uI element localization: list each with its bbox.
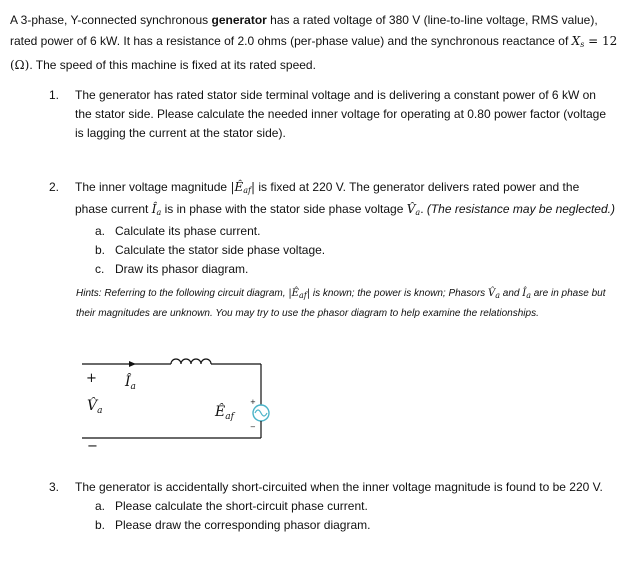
inductor-icon — [171, 359, 211, 364]
question-1-number: 1. — [49, 88, 60, 102]
question-1-text: The generator has rated stator side terminal voltage and is delivering a constant power of 6 kW on the stator side. Please calculate the needed inner voltage for operating at 0.80 power factor (voltage is lagging the current at the stator side). — [75, 88, 606, 140]
hints-text-b: is known; the power is known; Phasors — [310, 288, 488, 299]
q3-subpart-b — [95, 516, 615, 535]
q2-subpart-c — [95, 260, 615, 279]
terminal-minus: − — [87, 439, 98, 452]
q3-subpart-letter: a. — [95, 499, 106, 513]
terminal-plus: + — [86, 371, 97, 386]
circuit-eaf-symbol: Ê — [215, 404, 226, 420]
q2-subpart-text: Calculate its phase current. — [115, 224, 261, 238]
q3-subpart-a — [95, 497, 615, 516]
hints-eaf-symbol: |Ê — [288, 288, 299, 299]
source-plus: + — [250, 398, 256, 406]
q3-subpart-text: Please calculate the short-circuit phase current. — [115, 499, 368, 513]
question-2-number: 2. — [49, 180, 60, 194]
q3-subpart-letter: b. — [95, 518, 106, 532]
hints-eaf-subscript: af — [298, 291, 307, 300]
hints-paragraph — [76, 285, 614, 323]
hints-text-a: Hints: Referring to the following circuit diagram, — [76, 288, 289, 299]
xs-value: = 12 (Ω) — [10, 34, 618, 72]
circuit-ia-subscript: a — [130, 382, 136, 392]
hints-va-subscript: a — [495, 291, 500, 300]
circuit-va-subscript: a — [97, 406, 103, 416]
hints-text-d: are in phase but their magnitudes are unknown. You may try to use the phasor diagram to help examine the relationships. — [76, 288, 606, 319]
question-2 — [49, 178, 615, 279]
problem-intro — [10, 10, 622, 76]
question-2-text — [75, 178, 615, 222]
question-2-subparts — [95, 222, 615, 279]
q2-subpart-a — [95, 222, 615, 241]
hints-eaf-close: | — [306, 288, 311, 299]
circuit-ia-label — [124, 372, 136, 392]
q2-text-c: is in phase with the stator side phase voltage — [161, 202, 407, 216]
xs-symbol: X — [571, 34, 581, 48]
q2-ia-symbol: Î — [151, 202, 157, 216]
q2-eaf-subscript: af — [243, 186, 251, 195]
q2-subpart-letter: c. — [95, 262, 105, 276]
circuit-va-symbol: V̂ — [87, 398, 98, 414]
q2-text-d: . — [420, 202, 427, 216]
q2-eaf-symbol: |Ê — [230, 180, 244, 194]
q2-eaf-close: | — [250, 180, 256, 194]
circuit-eaf-label — [214, 402, 236, 422]
q2-subpart-b — [95, 241, 615, 260]
source-minus: − — [250, 423, 256, 431]
q2-subpart-text: Calculate the stator side phase voltage. — [115, 243, 326, 257]
q2-subpart-letter: a. — [95, 224, 106, 238]
q2-va-subscript: a — [415, 208, 421, 217]
hints-va-symbol: V̂ — [487, 288, 496, 299]
q3-subpart-text: Please draw the corresponding phasor diagram. — [115, 518, 371, 532]
intro-text-3: . The speed of this machine is fixed at its rated speed. — [29, 58, 316, 72]
q2-subpart-text: Draw its phasor diagram. — [115, 262, 249, 276]
question-3-text: The generator is accidentally short-circuited when the inner voltage magnitude is found to be 220 V. — [75, 480, 603, 494]
q2-text-b: is fixed at 220 V. The generator delivers rated power and the phase current — [75, 180, 580, 216]
q2-text-a: The inner voltage magnitude — [75, 180, 231, 194]
q2-ia-subscript: a — [156, 208, 162, 217]
circuit-ia-symbol: Î — [125, 374, 131, 390]
hints-ia-symbol: Î — [522, 288, 527, 299]
q2-resistance-note: (The resistance may be neglected.) — [426, 202, 615, 216]
circuit-va-label — [87, 396, 103, 416]
question-1 — [49, 86, 615, 143]
hints-ia-subscript: a — [526, 291, 531, 300]
question-3-subparts — [95, 497, 615, 535]
question-3 — [49, 478, 615, 535]
q2-va-symbol: V̂ — [406, 202, 416, 216]
hints-text-c: and — [499, 288, 523, 299]
intro-text-2: has a rated voltage of 380 V (line-to-line voltage, RMS value), rated power of 6 kW. It has a resistance of 2.0 ohms (per-phase value) and the synchronous reactance of — [10, 13, 598, 48]
question-3-number: 3. — [49, 480, 60, 494]
circuit-eaf-subscript: af — [225, 412, 234, 422]
intro-bold-generator: generator — [211, 13, 267, 27]
circuit-diagram — [76, 350, 276, 452]
intro-text-1: A 3-phase, Y-connected synchronous — [10, 13, 212, 27]
q2-subpart-letter: b. — [95, 243, 106, 257]
xs-subscript: s — [580, 40, 585, 49]
